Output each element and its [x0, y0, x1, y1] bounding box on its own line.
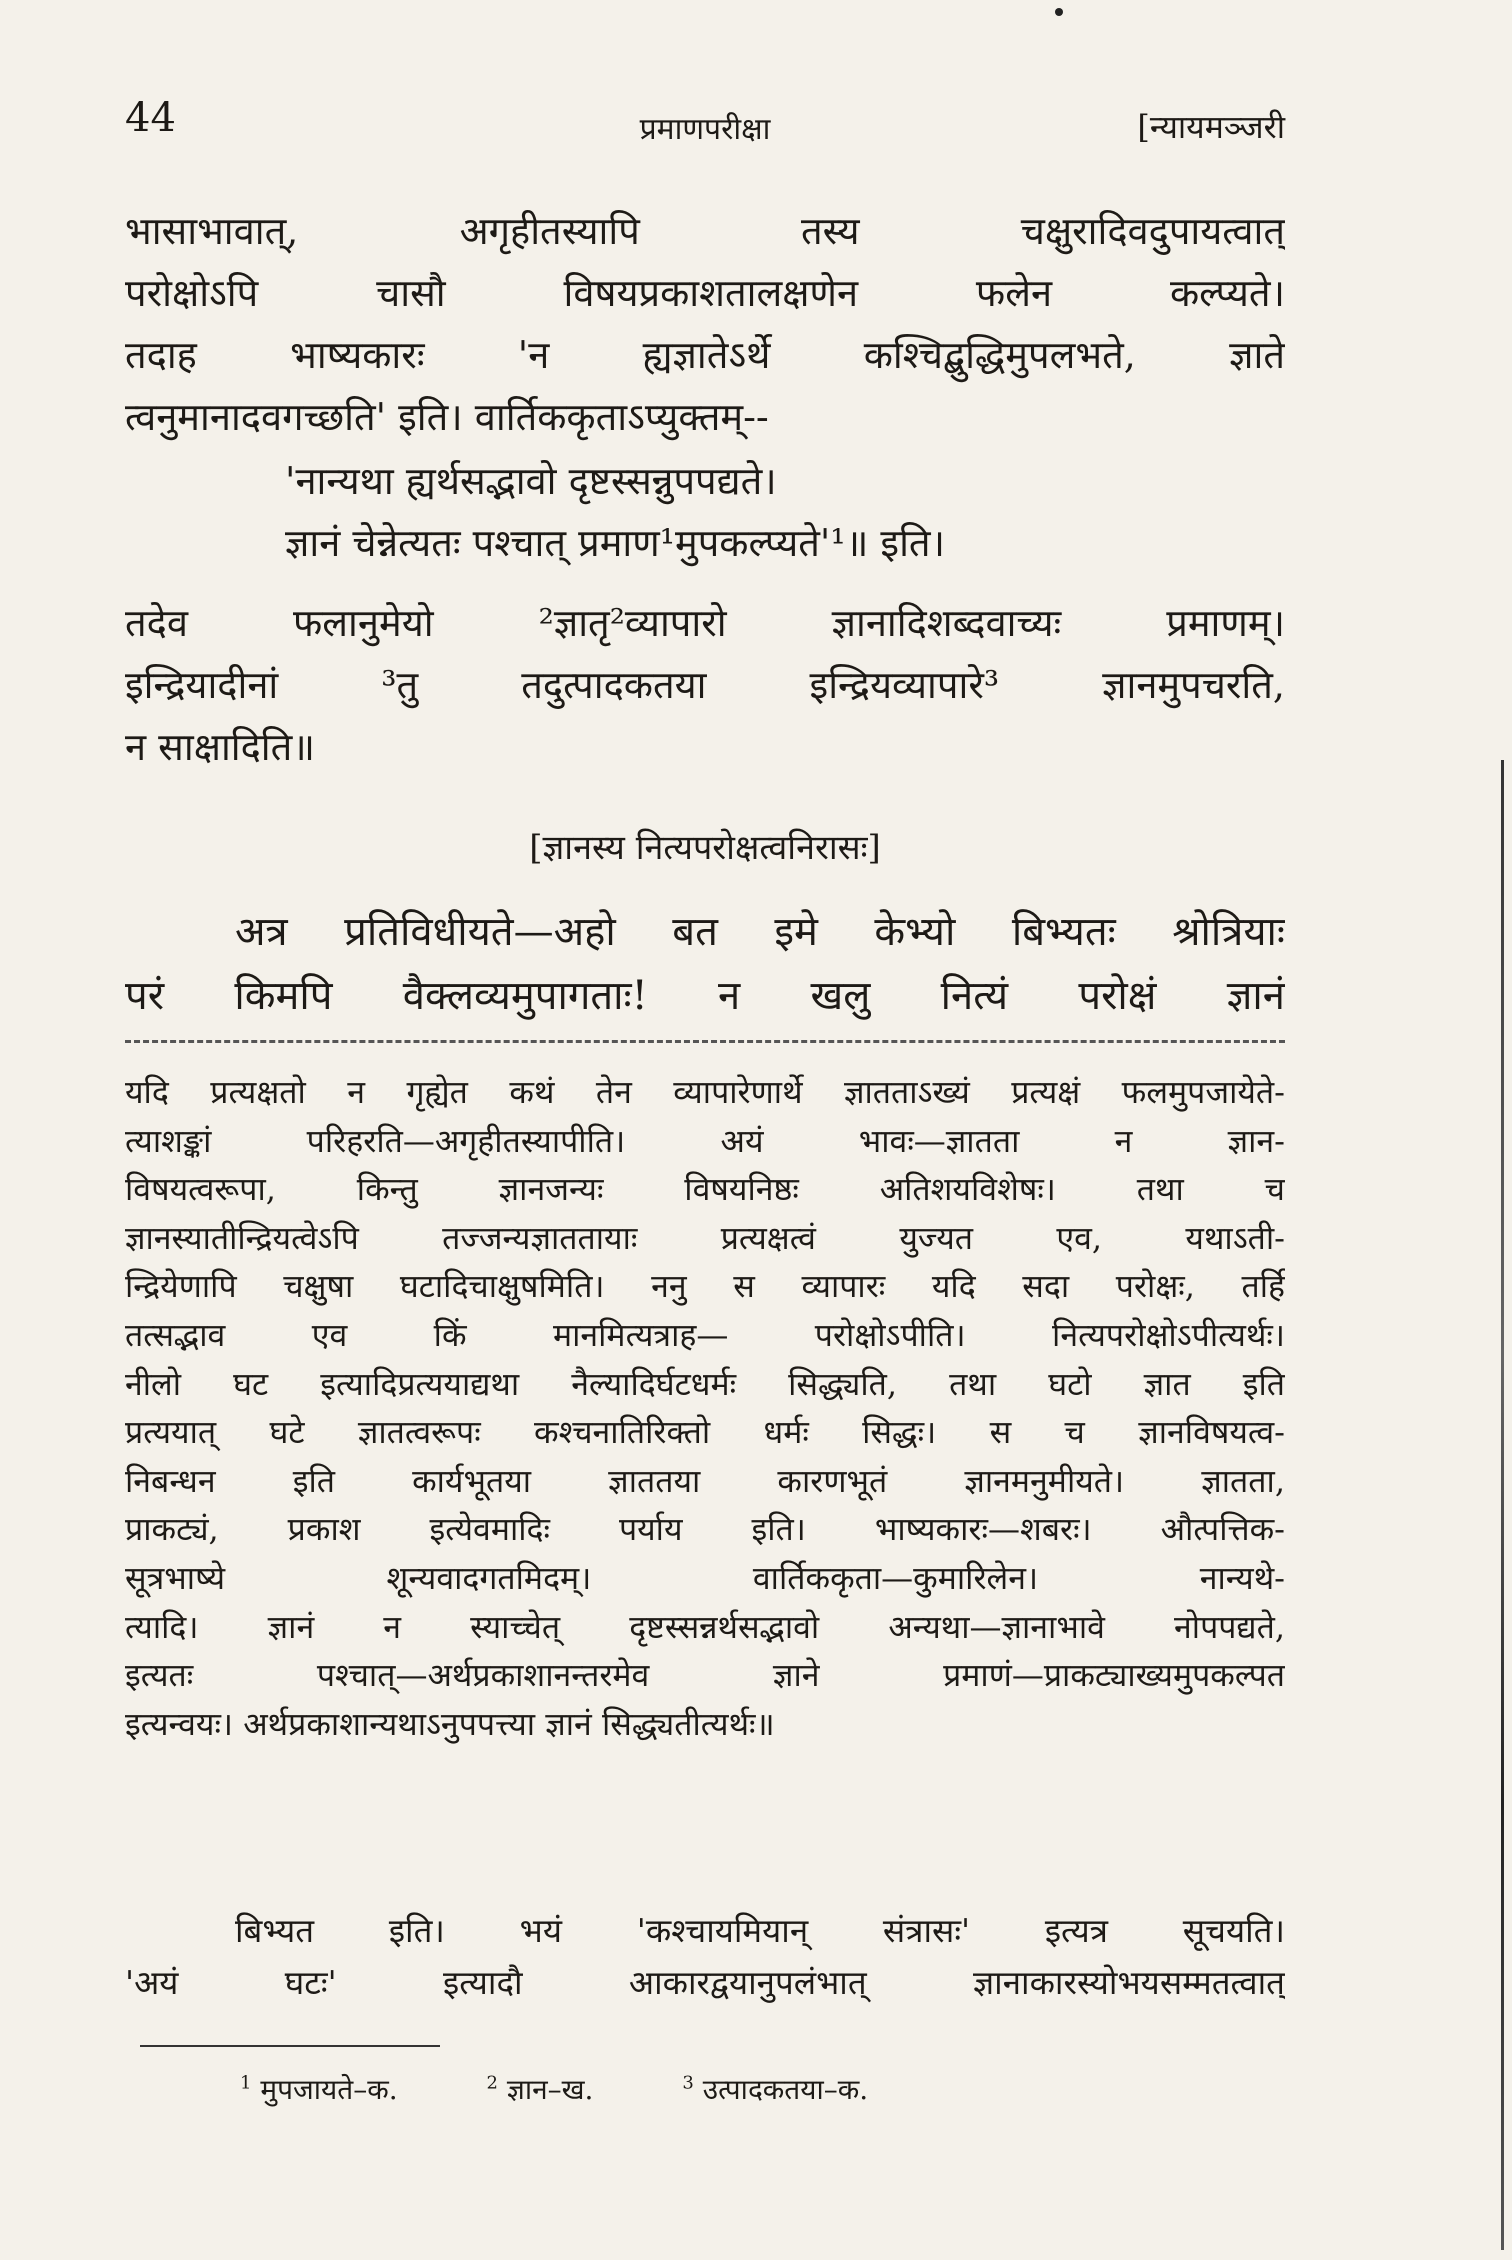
- text-line: अत्र प्रतिविधीयते—अहो बत इमे केभ्यो बिभ्यतः श्रोत्रियाः: [235, 909, 1285, 955]
- commentary-line: नीलो घट इत्यादिप्रत्ययाद्यथा नैल्यादिर्घटधर्मः सिद्ध्यति, तथा घटो ज्ञात इति: [125, 1364, 1285, 1403]
- commentary-line: सूत्रभाष्ये शून्यवादगतमिदम्। वार्तिककृता—कुमारिलेन। नान्यथे-: [125, 1558, 1285, 1597]
- section-heading: [ज्ञानस्य नित्यपरोक्षत्वनिरासः]: [529, 828, 881, 868]
- page-number: 44: [125, 95, 176, 141]
- verse-line: ज्ञानं चेन्नेत्यतः पश्चात् प्रमाण¹मुपकल्प्यते'¹॥ इति।: [285, 521, 945, 565]
- commentary-line: त्यादि। ज्ञानं न स्याच्चेत् दृष्टस्सन्नर्थसद्भावो अन्यथा—ज्ञानाभावे नोपपद्यते,: [125, 1607, 1285, 1646]
- commentary-line: इत्यन्वयः। अर्थप्रकाशान्यथाऽनुपपत्त्या ज्ञानं सिद्ध्यतीत्यर्थः॥: [125, 1704, 775, 1743]
- text-line: तदेव फलानुमेयो ²ज्ञातृ²व्यापारो ज्ञानादिशब्दवाच्यः प्रमाणम्।: [125, 601, 1285, 645]
- footnotes: [240, 2070, 948, 2108]
- page-edge-shadow: [1501, 760, 1504, 2250]
- commentary-line: प्राकट्यं, प्रकाश इत्येवमादिः पर्याय इति। भाष्यकारः—शबरः। औत्पत्तिक-: [125, 1510, 1285, 1549]
- text-line: त्वनुमानादवगच्छति' इति। वार्तिककृताऽप्युक्तम्--: [125, 395, 769, 439]
- verse-quote: [125, 450, 1285, 574]
- footnote-number: 3: [682, 2072, 694, 2094]
- ink-dot: [1055, 8, 1063, 16]
- running-title: प्रमाणपरीक्षा: [639, 112, 771, 147]
- book-title: [न्यायमञ्जरी: [1137, 108, 1285, 146]
- commentary-line: विषयत्वरूपा, किन्तु ज्ञानजन्यः विषयनिष्ठः अतिशयविशेषः। तथा च: [125, 1170, 1285, 1209]
- commentary-line: त्याशङ्कां परिहरति—अगृहीतस्यापीति। अयं भावः—ज्ञातता न ज्ञान-: [125, 1121, 1285, 1160]
- commentary-line: न्द्रियेणापि चक्षुषा घटादिचाक्षुषमिति। ननु स व्यापारः यदि सदा परोक्षः, तर्हि: [125, 1267, 1285, 1306]
- footnote-text: मुपजायते–क.: [260, 2073, 398, 2106]
- commentary-line: प्रत्ययात् घटे ज्ञातत्वरूपः कश्चनातिरिक्तो धर्मः सिद्धः। स च ज्ञानविषयत्व-: [125, 1413, 1285, 1452]
- footnote-rule: [140, 2045, 440, 2047]
- footnote: [240, 2073, 438, 2106]
- commentary-line: इत्यतः पश्चात्—अर्थप्रकाशानन्तरमेव ज्ञाने प्रमाणं—प्राकट्याख्यमुपकल्पत: [125, 1656, 1285, 1695]
- footnote-text: ज्ञान–ख.: [506, 2073, 594, 2106]
- text-commentary-divider: [125, 1040, 1285, 1043]
- main-text-block-1: [125, 200, 1285, 448]
- commentary-line: निबन्धन इति कार्यभूतया ज्ञाततया कारणभूतं ज्ञानमनुमीयते। ज्ञातता,: [125, 1461, 1285, 1500]
- commentary-block-2: [125, 1905, 1285, 2009]
- text-line: तदाह भाष्यकारः 'न ह्यज्ञातेऽर्थे कश्चिद्बुद्धिमुपलभते, ज्ञाते: [125, 333, 1285, 377]
- text-line: भासाभावात्, अगृहीतस्यापि तस्य चक्षुरादिवदुपायत्वात्: [125, 209, 1285, 253]
- commentary-block: [125, 1068, 1285, 1748]
- footnote-number: 2: [486, 2072, 498, 2094]
- commentary-line: ज्ञानस्यातीन्द्रियत्वेऽपि तज्जन्यज्ञाततायाः प्रत्यक्षत्वं युज्यत एव, यथाऽती-: [125, 1218, 1285, 1257]
- text-line: इन्द्रियादीनां ³तु तदुत्पादकतया इन्द्रियव्यापारे³ ज्ञानमुपचरति,: [125, 663, 1285, 707]
- main-text-block-3: [125, 900, 1285, 1028]
- verse-line: 'नान्यथा ह्यर्थसद्भावो दृष्टस्सन्नुपपद्यते।: [285, 459, 777, 503]
- commentary-line: 'अयं घटः' इत्यादौ आकारद्वयानुपलंभात् ज्ञानाकारस्योभयसम्मतत्वात्: [125, 1963, 1285, 2002]
- text-line: न साक्षादिति॥: [125, 725, 316, 769]
- text-line: परोक्षोऽपि चासौ विषयप्रकाशतालक्षणेन फलेन कल्प्यते।: [125, 271, 1285, 315]
- commentary-line: तत्सद्भाव एव किं मानमित्यत्राह— परोक्षोऽपीति। नित्यपरोक्षोऽपीत्यर्थः।: [125, 1315, 1285, 1354]
- footnote-text: उत्पादकतया–क.: [702, 2073, 869, 2106]
- main-text-block-2: [125, 592, 1285, 778]
- footnote: [487, 2073, 634, 2106]
- footnote-number: 1: [240, 2072, 252, 2094]
- page-header: [125, 95, 1285, 155]
- footnote: [682, 2073, 908, 2106]
- text-line: परं किमपि वैक्लव्यमुपागताः! न खलु नित्यं परोक्षं ज्ञानं: [125, 973, 1285, 1019]
- commentary-line: बिभ्यत इति। भयं 'कश्चायमियान् संत्रासः' इत्यत्र सूचयति।: [235, 1911, 1285, 1950]
- commentary-line: यदि प्रत्यक्षतो न गृह्येत कथं तेन व्यापारेणार्थे ज्ञातताऽख्यं प्रत्यक्षं फलमुपजायेते-: [125, 1073, 1285, 1111]
